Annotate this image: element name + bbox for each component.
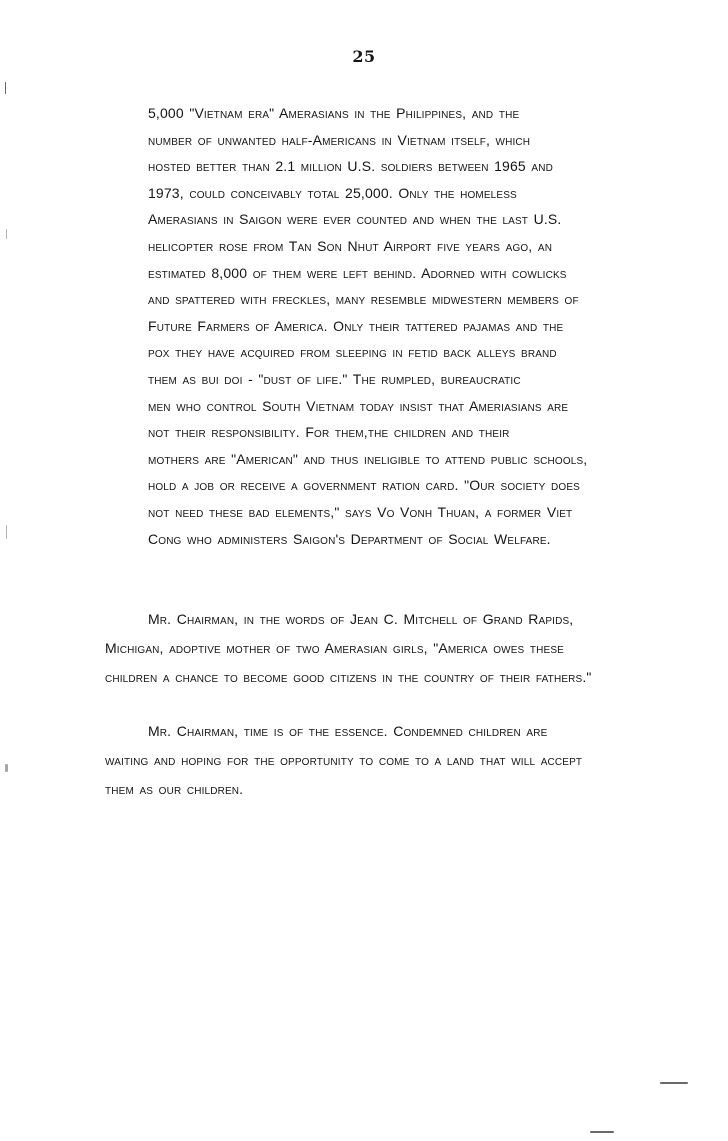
text-line: pox they have acquired from sleeping in fetid back alleys brand <box>148 344 557 361</box>
text-line: hold a job or receive a government ration card. "Our society does <box>148 477 580 494</box>
text-line: estimated 8,000 of them were left behind. Adorned with cowlicks <box>148 264 567 281</box>
scan-mark <box>6 229 7 239</box>
page-number: 25 <box>352 47 376 66</box>
paragraph-mitchell-quote <box>105 605 591 692</box>
text-line: Cong who administers Saigon's Department of Social Welfare. <box>148 530 551 547</box>
text-line: Future Farmers of America. Only their tattered pajamas and the <box>148 317 564 334</box>
text-line: Amerasians in Saigon were ever counted and when the last U.S. <box>148 211 562 228</box>
scan-mark <box>590 1131 614 1133</box>
scan-mark <box>5 764 8 772</box>
text-line: men who control South Vietnam today insist that Ameriasians are <box>148 397 569 414</box>
text-line: 1973, could conceivably total 25,000. Only the homeless <box>148 184 517 201</box>
scan-mark <box>6 525 7 539</box>
text-line: them as our children. <box>105 781 244 797</box>
text-line: mothers are "American" and thus ineligible to attend public schools, <box>148 450 588 467</box>
text-line: Michigan, adoptive mother of two Amerasian girls, "America owes these <box>105 640 564 656</box>
paragraph-closing <box>105 717 582 804</box>
scan-mark <box>660 1082 688 1084</box>
text-line: children a chance to become good citizens in the country of their fathers." <box>105 669 592 685</box>
text-line: them as bui doi - "dust of life." The rumpled, bureaucratic <box>148 370 521 387</box>
text-line: not need these bad elements," says Vo Vonh Thuan, a former Viet <box>148 503 573 520</box>
text-line: waiting and hoping for the opportunity to come to a land that will accept <box>105 752 583 768</box>
text-line: Mr. Chairman, time is of the essence. Condemned children are <box>148 723 548 739</box>
continued-paragraph <box>148 100 587 552</box>
scan-mark <box>5 82 6 94</box>
text-line: hosted better than 2.1 million U.S. soldiers between 1965 and <box>148 158 553 175</box>
text-line: helicopter rose from Tan Son Nhut Airport five years ago, an <box>148 237 553 254</box>
text-line: not their responsibility. For them,the children and their <box>148 424 510 441</box>
text-line: and spattered with freckles, many resemble midwestern members of <box>148 291 579 308</box>
text-line: number of unwanted half-Americans in Vietnam itself, which <box>148 131 531 148</box>
text-line: Mr. Chairman, in the words of Jean C. Mitchell of Grand Rapids, <box>148 611 574 627</box>
text-line: 5,000 "Vietnam era" Amerasians in the Philippines, and the <box>148 105 520 121</box>
